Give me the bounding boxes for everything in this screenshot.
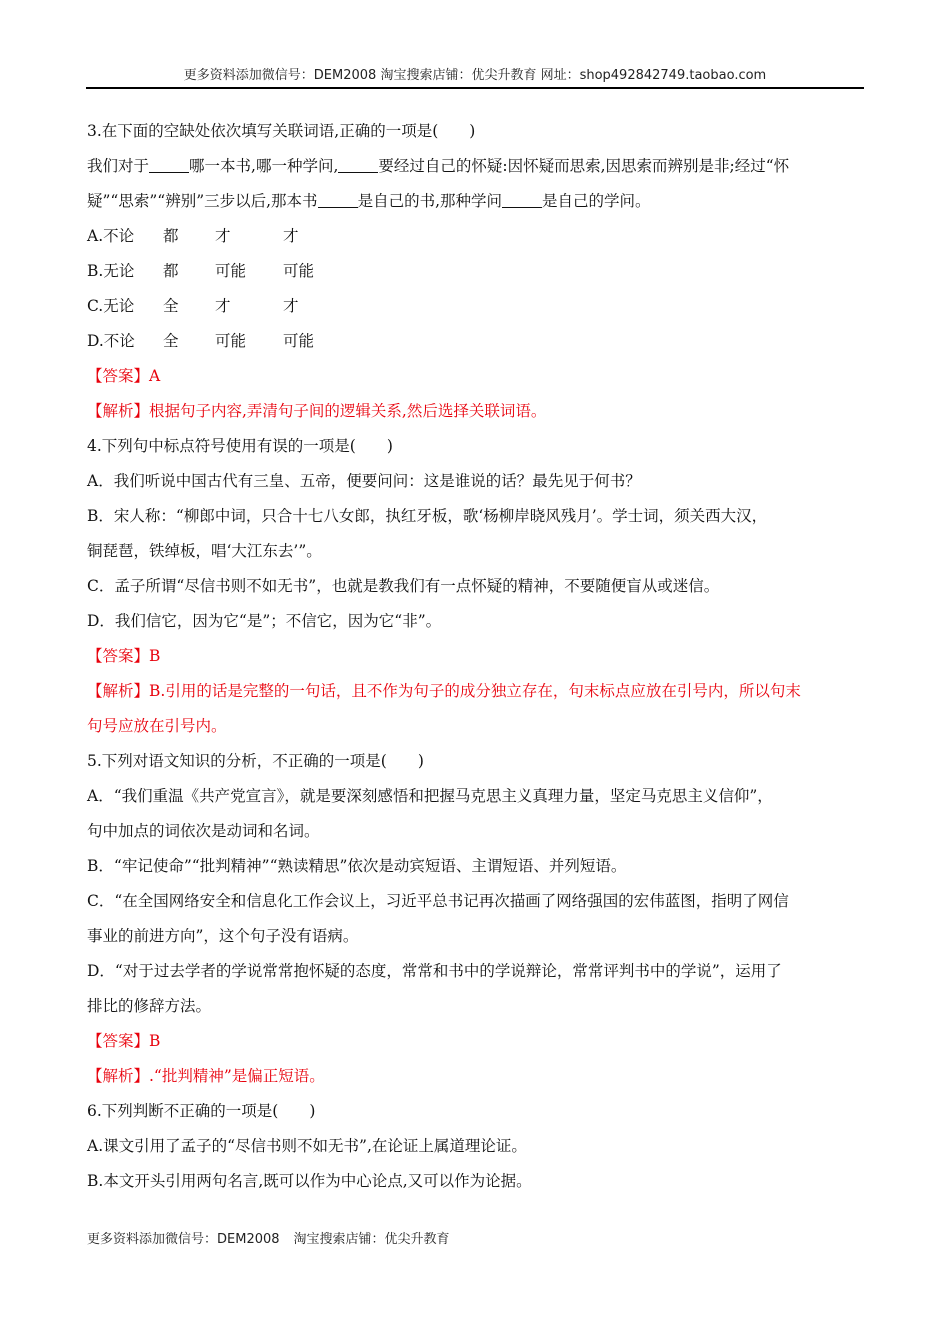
q3-text: 是自己的书,那种学问	[357, 192, 502, 210]
q4-option-b: B．宋人称：“柳郎中词，只合十七八女郎，执红牙板，歌‘杨柳岸晓风残月’。学士词，须关西大汉，	[87, 507, 768, 525]
page-header: 更多资料添加微信号：DEM2008 淘宝搜索店铺：优尖升教育 网址：shop492842749.taobao.com	[183, 68, 767, 83]
document-body	[87, 114, 862, 1199]
q5-option-b: B．“牢记使命”“批判精神”“熟读精思”依次是动宾短语、主谓短语、并列短语。	[87, 857, 627, 875]
q5-option-a: A．“我们重温《共产党宣言》，就是要深刻感悟和把握马克思主义真理力量，坚定马克思主义信仰”，	[87, 787, 773, 805]
option-word: 才	[215, 227, 231, 245]
q5-analysis: 【解析】.“批判精神”是偏正短语。	[87, 1067, 325, 1085]
q5-option-d-cont: 排比的修辞方法。	[87, 997, 212, 1015]
q5-option-c-cont: 事业的前进方向”，这个句子没有语病。	[87, 927, 359, 945]
header-divider	[86, 87, 864, 89]
q3-text: 我们对于	[87, 157, 150, 175]
q3-passage-line2	[87, 184, 862, 219]
option-label: D.不论	[87, 332, 135, 350]
q3-answer: 【答案】A	[87, 367, 161, 385]
option-word: 才	[283, 227, 299, 245]
option-word: 全	[163, 332, 179, 350]
option-word: 可能	[215, 332, 247, 350]
q3-analysis: 【解析】根据句子内容,弄清句子间的逻辑关系,然后选择关联词语。	[87, 402, 547, 420]
option-word: 才	[215, 297, 231, 315]
q4-option-b-cont: 铜琵琶，铁绰板，唱‘大江东去’”。	[87, 542, 322, 560]
q5-answer: 【答案】B	[87, 1032, 161, 1050]
q3-blank-4	[502, 192, 542, 209]
q4-analysis: 【解析】B.引用的话是完整的一句话，且不作为句子的成分独立存在，句末标点应放在引号内，所以句末	[87, 682, 801, 700]
q4-option-c: C．孟子所谓“尽信书则不如无书”，也就是教我们有一点怀疑的精神，不要随便盲从或迷信。	[87, 577, 720, 595]
option-word: 都	[163, 262, 179, 280]
q3-blank-1	[149, 157, 189, 174]
q3-passage-line1	[87, 149, 862, 184]
option-word: 才	[283, 297, 299, 315]
option-label: C.无论	[87, 297, 135, 315]
q3-blank-2	[338, 157, 378, 174]
q6-option-b: B.本文开头引用两句名言,既可以作为中心论点,又可以作为论据。	[87, 1172, 532, 1190]
q5-stem: 5.下列对语文知识的分析，不正确的一项是( )	[87, 752, 424, 770]
q5-option-a-cont: 句中加点的词依次是动词和名词。	[87, 822, 320, 840]
q3-text: 是自己的学问。	[542, 192, 651, 210]
option-label: A.不论	[87, 227, 135, 245]
q3-option-a	[87, 219, 862, 254]
q5-option-c: C．“在全国网络安全和信息化工作会议上，习近平总书记再次描画了网络强国的宏伟蓝图，指明了网信	[87, 892, 789, 910]
q4-stem: 4.下列句中标点符号使用有误的一项是( )	[87, 437, 393, 455]
q3-blank-3	[318, 192, 358, 209]
q3-text: 哪一本书,哪一种学问,	[189, 157, 339, 175]
q6-stem: 6.下列判断不正确的一项是( )	[87, 1102, 316, 1120]
q5-option-d: D．“对于过去学者的学说常常抱怀疑的态度，常常和书中的学说辩论，常常评判书中的学说”，运用了	[87, 962, 782, 980]
q3-option-b	[87, 254, 862, 289]
footer-shop: 淘宝搜索店铺：优尖升教育	[293, 1232, 450, 1247]
q4-analysis-cont: 句号应放在引号内。	[87, 717, 227, 735]
q3-option-d	[87, 324, 862, 359]
option-word: 可能	[215, 262, 247, 280]
q3-stem: 3.在下面的空缺处依次填写关联词语,正确的一项是( )	[87, 122, 476, 140]
option-word: 可能	[283, 332, 315, 350]
q4-option-d: D．我们信它，因为它“是”；不信它，因为它“非”。	[87, 612, 442, 630]
page-footer	[87, 1228, 450, 1247]
option-word: 可能	[283, 262, 315, 280]
footer-wechat: 更多资料添加微信号：DEM2008	[87, 1232, 280, 1247]
q3-option-c	[87, 289, 862, 324]
q4-answer: 【答案】B	[87, 647, 161, 665]
q4-option-a: A．我们听说中国古代有三皇、五帝，便要问问：这是谁说的话？最先见于何书？	[87, 472, 641, 490]
option-label: B.无论	[87, 262, 135, 280]
q3-text: 要经过自己的怀疑:因怀疑而思索,因思索而辨别是非;经过“怀	[378, 157, 790, 175]
option-word: 全	[163, 297, 179, 315]
q6-option-a: A.课文引用了孟子的“尽信书则不如无书”,在论证上属道理论证。	[87, 1137, 527, 1155]
q3-text: 疑”“思索”“辨别”三步以后,那本书	[87, 192, 318, 210]
option-word: 都	[163, 227, 179, 245]
